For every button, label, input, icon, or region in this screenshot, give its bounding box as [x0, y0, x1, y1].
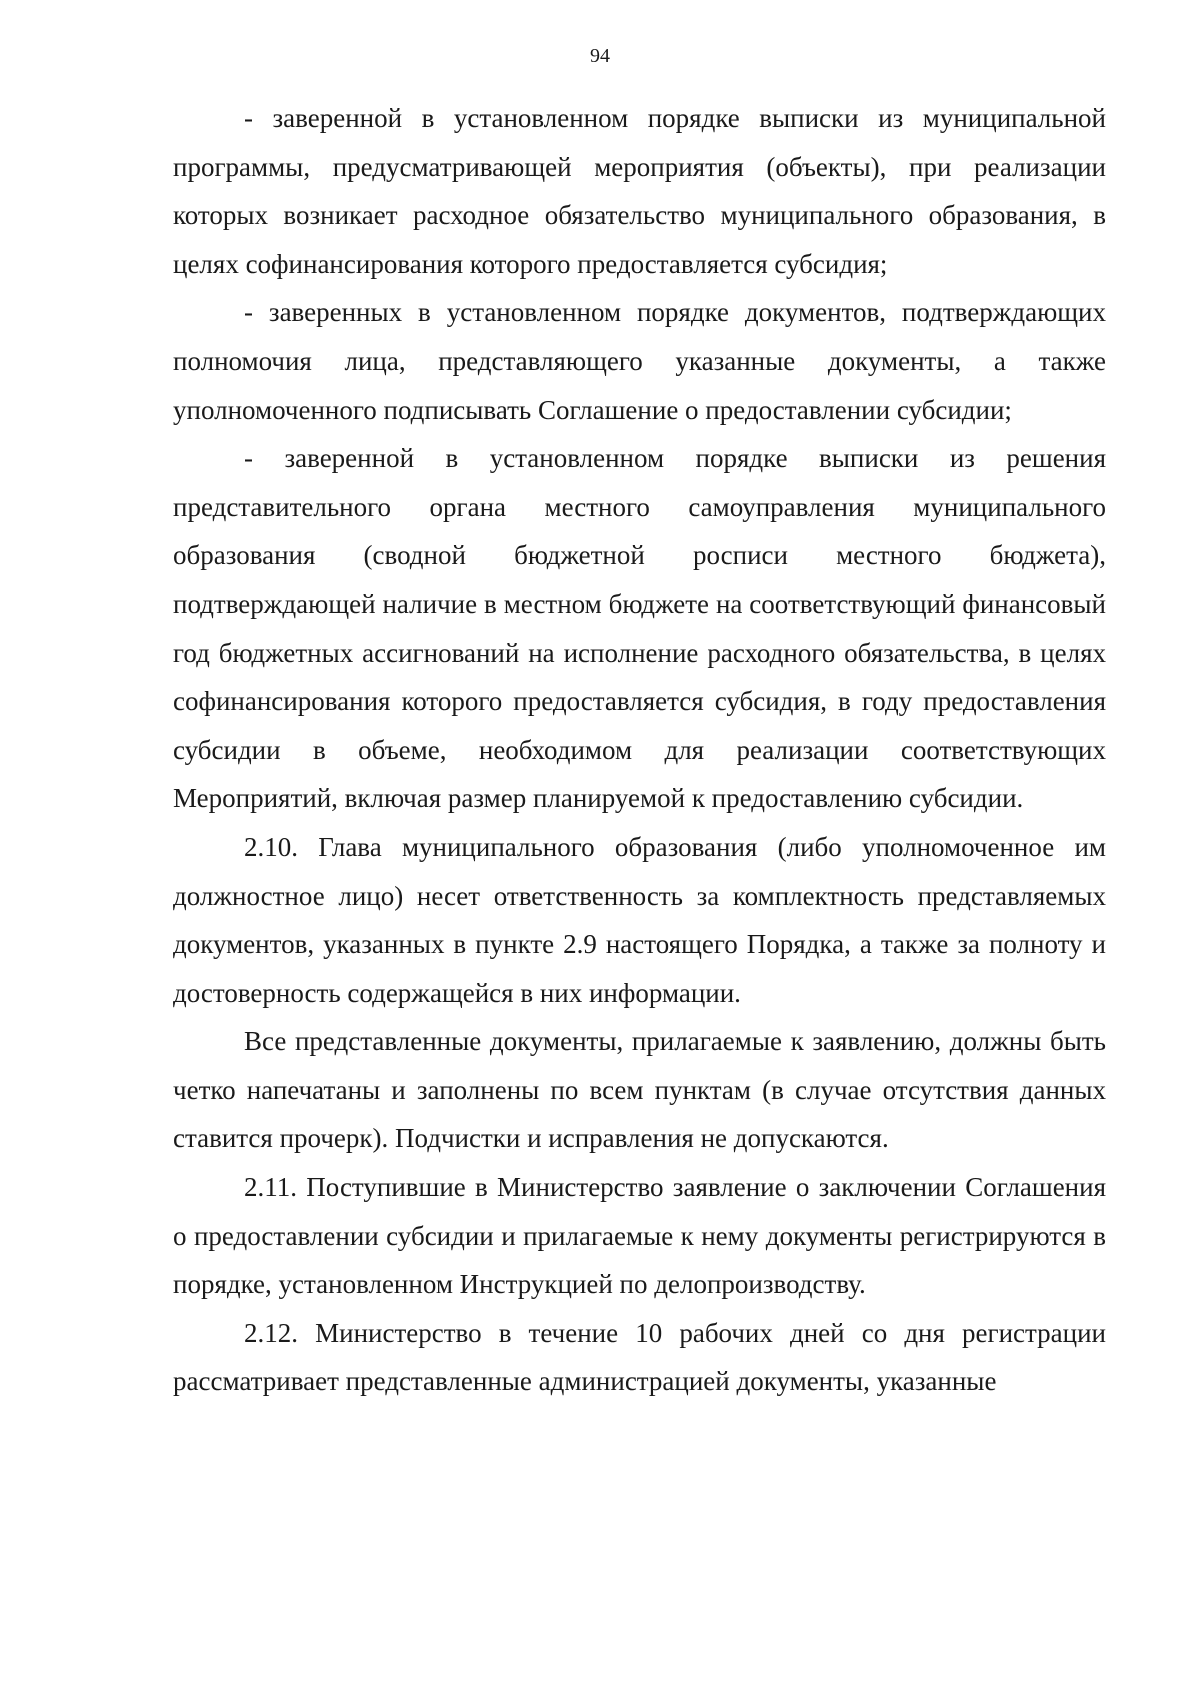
paragraph-clause-2-10: 2.10. Глава муниципального образования (либо уполномоченное им должностное лицо) несет ответственность за комплектность представляемых документов, указанных в пункте 2.9 настоящего Порядка, а также за полноту и достоверность содержащейся в них информации.	[173, 831, 1106, 1008]
paragraph-budget-decision-extract: - заверенной в установленном порядке выписки из решения представительного органа местного самоуправления муниципального образования (сводной бюджетной росписи местного бюджета), подтверждающей наличие в местном бюджете на соответствующий финансовый год бюджетных ассигнований на исполнение расходного обязательства, в целях софинансирования которого предоставляется субсидия, в году предоставления субсидии в объеме, необходимом для реализации соответствующих Мероприятий, включая размер планируемой к предоставлению субсидии.	[173, 443, 1106, 814]
paragraph-extract-municipal-program: - заверенной в установленном порядке выписки из муниципальной программы, предусматривающей мероприятия (объекты), при реализации которых возникает расходное обязательство муниципального образования, в целях софинансирования которого предоставляется субсидия;	[173, 103, 1106, 279]
paragraph-clause-2-12: 2.12. Министерство в течение 10 рабочих дней со дня регистрации рассматривает представленные администрацией документы, указанные	[173, 1317, 1106, 1397]
paragraph-authority-documents: - заверенных в установленном порядке документов, подтверждающих полномочия лица, представляющего указанные документы, а также уполномоченного подписывать Соглашение о предоставлении субсидии;	[173, 297, 1106, 425]
page-number: 94	[590, 45, 610, 67]
paragraph-clause-2-11: 2.11. Поступившие в Министерство заявление о заключении Соглашения о предоставлении субсидии и прилагаемые к нему документы регистрируются в порядке, установленном Инструкцией по делопроизводству.	[173, 1172, 1106, 1300]
paragraph-documents-requirements: Все представленные документы, прилагаемые к заявлению, должны быть четко напечатаны и заполнены по всем пунктам (в случае отсутствия данных ставится прочерк). Подчистки и исправления не допускаются.	[173, 1026, 1106, 1154]
document-body	[173, 94, 1106, 1406]
